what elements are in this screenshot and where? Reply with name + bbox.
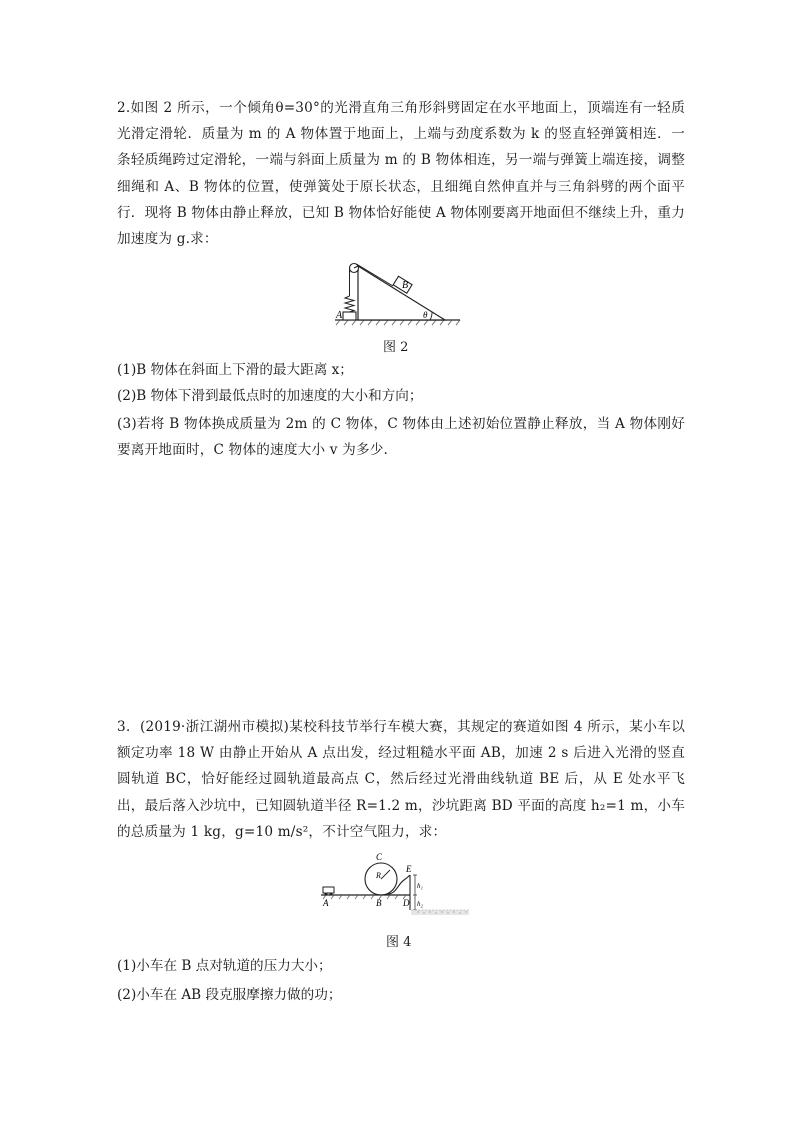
figure-4-track-diagram [318, 848, 473, 920]
problem-2-question-1: (1)B 物体在斜面上下滑的最大距离 x； [117, 362, 353, 378]
label-theta: θ [423, 310, 428, 320]
block-a [343, 312, 356, 320]
spring [345, 296, 354, 312]
label-e: E [406, 864, 412, 874]
label-r: R [376, 871, 381, 880]
figure-4-caption: 图 4 [386, 935, 412, 950]
label-d: D [403, 898, 410, 908]
problem-2-text: 2.如图 2 所示，一个倾角θ=30°的光滑直角三角形斜劈固定在水平地面上，顶端连有一轻质光滑定滑轮．质量为 m 的 A 物体置于地面上，上端与劲度系数为 k 的竖直轻弹簧相连．一条轻质绳跨过定滑轮，一端与斜面上质量为 m 的 B 物体相连，另一端与弹簧上端连接，调整细绳和 A、B 物体的位置，使弹簧处于原长状态，且细绳自然伸直并与三角斜劈的两个面平行．现将 B 物体由静止释放，已知 B 物体恰好能使 A 物体刚要离开地面但不继续上升，重力加速度为 g.求： [117, 100, 685, 248]
incline-wedge [358, 266, 445, 320]
problem-2-question-3: (3)若将 B 物体换成质量为 2m 的 C 物体，C 物体由上述初始位置静止释放，当 A 物体刚好要离开地面时，C 物体的速度大小 v 为多少. [117, 416, 685, 459]
problem-2-question-2: (2)B 物体下滑到最低点时的加速度的大小和方向； [117, 388, 423, 404]
radius-line [381, 870, 390, 879]
problem-3-question-1: (1)小车在 B 点对轨道的压力大小； [117, 958, 332, 974]
label-b: B [402, 280, 409, 291]
label-h1: h₁ [417, 882, 423, 890]
label-h2: h₂ [417, 900, 423, 908]
ground-hatching [336, 320, 460, 325]
label-a: A [336, 310, 343, 321]
problem-3-question-2: (2)小车在 AB 段克服摩擦力做的功； [117, 987, 342, 1003]
problem-3-text: 3．(2019·浙江湖州市模拟)某校科技节举行车模大赛，其规定的赛道如图 4 所示，某小车以额定功率 18 W 由静止开始从 A 点出发，经过粗糙水平面 AB，加速 2 s 后进入光滑的竖直圆轨道 BC，恰好能经过圆轨道最高点 C，然后经过光滑曲线轨道 BE 后，从 E 处水平飞出，最后落入沙坑中，已知圆轨道半径 R=1.2 m，沙坑距离 BD 平面的高度 h₂=1 m，小车的总质量为 1 kg，g=10 m/s²，不计空气阻力，求： [117, 719, 685, 840]
figure-2-caption: 图 2 [383, 340, 409, 355]
label-b: B [376, 898, 382, 908]
toy-car [323, 887, 334, 893]
label-a: A [323, 898, 329, 908]
label-c: C [376, 852, 383, 862]
figure-2-incline-diagram [330, 256, 465, 326]
